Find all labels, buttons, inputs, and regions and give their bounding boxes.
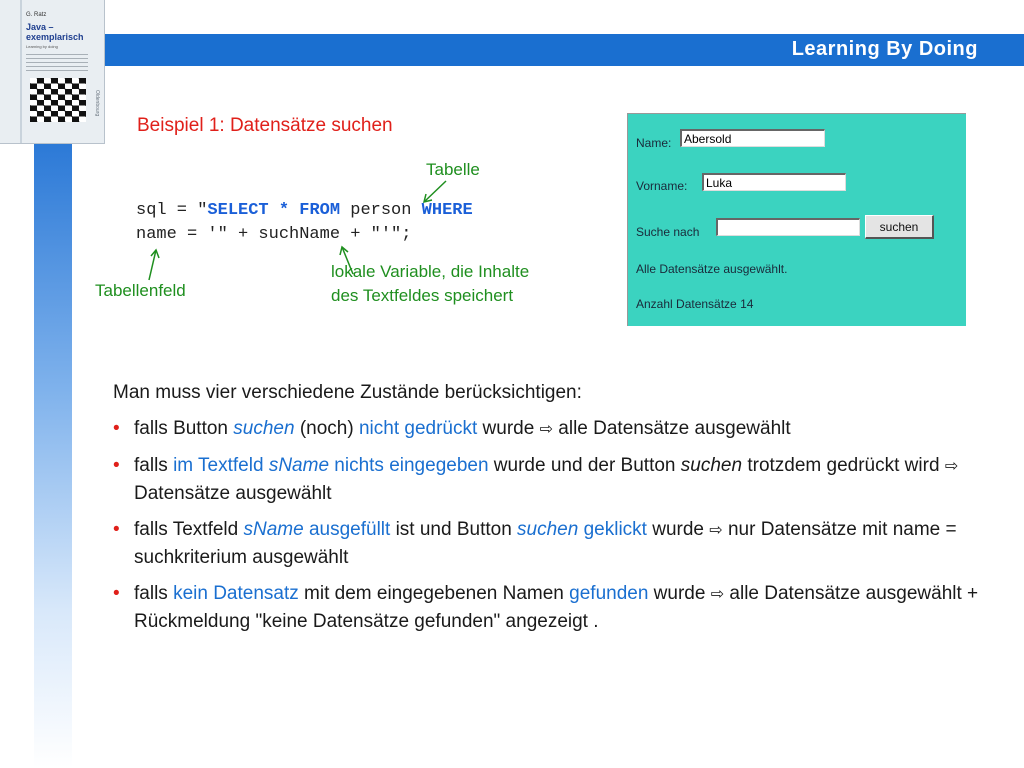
book-cover-stripe <box>20 0 22 143</box>
slide-heading: Beispiel 1: Datensätze suchen <box>137 115 393 136</box>
book-cover-image <box>0 0 105 144</box>
implies-arrow-icon: ⇨ <box>944 458 959 475</box>
book-fine-print <box>26 54 88 72</box>
sql-keyword-where: WHERE <box>421 201 473 220</box>
java-form-panel <box>627 113 966 326</box>
explanation-text <box>113 379 983 644</box>
bullet-item-1: • falls Button suchen (noch) nicht gedrückt wurde ⇨ alle Datensätze ausgewählt <box>113 415 983 443</box>
implies-arrow-icon: ⇨ <box>709 522 723 539</box>
chessboard-graphic <box>30 78 86 122</box>
brand-title: Learning By Doing <box>791 38 978 60</box>
sql-keyword-select: SELECT * FROM <box>207 201 341 220</box>
decor-left-stripe <box>34 138 72 768</box>
annotation-lokale-variable: lokale Variable, die Inhalte des Textfeldes speichert <box>331 262 530 305</box>
suche-label: Suche nach <box>636 225 700 239</box>
book-author: G. Ratz <box>26 12 47 18</box>
bullet-item-4: • falls kein Datensatz mit dem eingegebenen Namen gefunden wurde ⇨ alle Datensätze ausgewählt + Rückmeldung "keine Datensätze gefunden" angezeigt . <box>113 580 983 635</box>
status-text: Alle Datensätze ausgewählt. <box>636 262 788 276</box>
bullet-item-3: • falls Textfeld sName ausgefüllt ist und Button suchen geklickt wurde ⇨ nur Datensätze mit name = suchkriterium ausgewählt <box>113 516 983 571</box>
arrow-lokale-variable-head <box>340 247 348 255</box>
annotation-tabelle: Tabelle <box>426 160 480 179</box>
name-label: Name: <box>636 136 672 150</box>
vorname-label: Vorname: <box>636 179 688 193</box>
vorname-input[interactable]: Luka <box>702 173 846 191</box>
record-count-text: Anzahl Datensätze 14 <box>636 297 754 311</box>
name-input[interactable]: Abersold <box>680 129 825 147</box>
book-subtitle: Learning by doing <box>26 44 58 49</box>
book-title: Java – exemplarisch <box>26 22 84 42</box>
book-spine-text: Oldenbourg <box>94 90 100 117</box>
implies-arrow-icon: ⇨ <box>710 586 725 603</box>
intro-paragraph: Man muss vier verschiedene Zustände berücksichtigen: <box>113 382 582 403</box>
bullet-item-2: • falls im Textfeld sName nichts eingegeben wurde und der Button suchen trotzdem gedrückt wird ⇨ Datensätze ausgewählt <box>113 452 983 507</box>
suchen-button[interactable]: suchen <box>865 215 934 239</box>
arrow-tabellenfeld <box>149 250 156 280</box>
annotation-tabellenfeld: Tabellenfeld <box>95 281 186 300</box>
implies-arrow-icon: ⇨ <box>539 421 553 438</box>
suche-input[interactable] <box>716 218 860 236</box>
arrow-tabellenfeld-head <box>151 250 159 258</box>
sql-code-block: sql = "SELECT * FROM person WHERE name = '" + suchName + "'"; <box>136 201 473 244</box>
